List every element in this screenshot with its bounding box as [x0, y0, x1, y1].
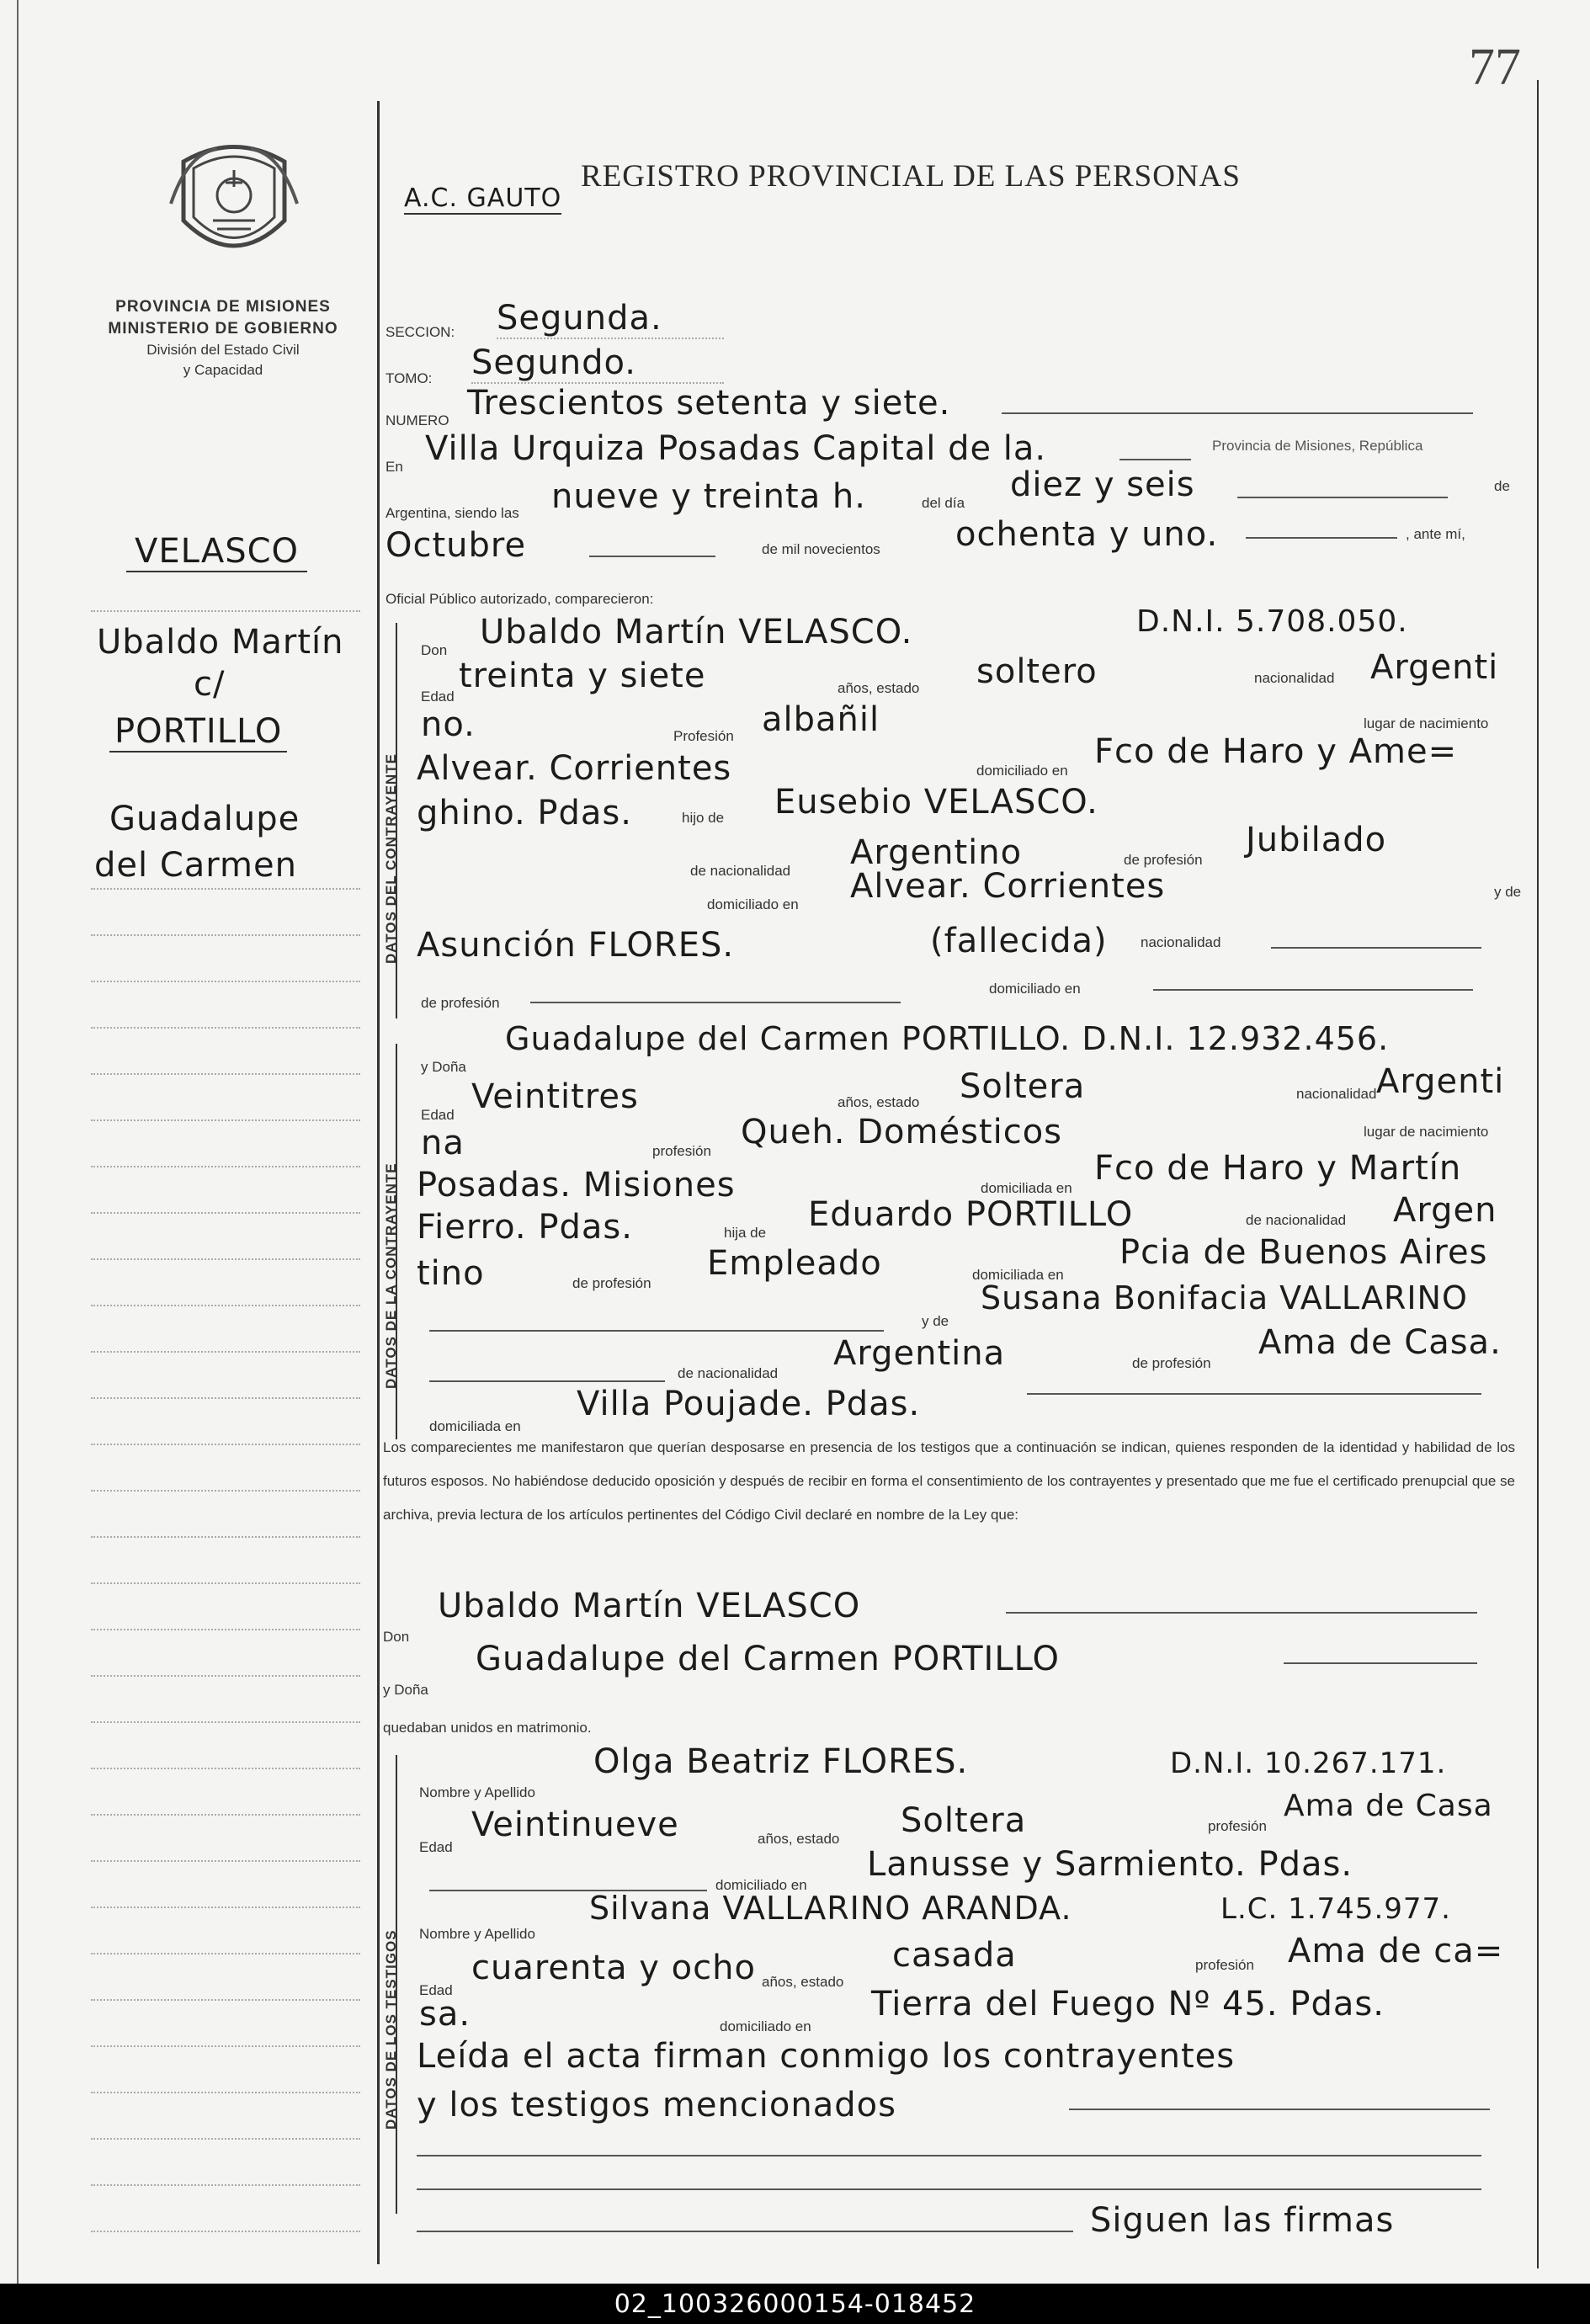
dona-edad: Veintitres	[471, 1077, 639, 1116]
quedaban-label: quedaban unidos en matrimonio.	[383, 1720, 592, 1736]
fill-line	[1246, 537, 1397, 539]
t2-prof: Ama de ca=	[1288, 1932, 1504, 1970]
anio-value: ochenta y uno.	[955, 515, 1219, 554]
right-rule	[1537, 80, 1539, 2268]
fill-line	[1271, 947, 1481, 949]
margin-rule	[91, 2045, 360, 2047]
profesion-label: profesión	[1195, 1957, 1254, 1973]
dona-dom: Fco de Haro y Martín	[1094, 1149, 1462, 1188]
left-rule	[377, 101, 380, 2264]
padre-dom: Alvear. Corrientes	[850, 867, 1166, 906]
don-prof: albañil	[762, 700, 880, 739]
nacionalidad-label: nacionalidad	[1254, 670, 1335, 686]
don-dni: D.N.I. 5.708.050.	[1136, 604, 1408, 639]
de-nac-label: de nacionalidad	[1246, 1212, 1347, 1228]
margin-rule	[91, 1629, 360, 1630]
padre-dona-prof: Empleado	[707, 1244, 882, 1283]
don-label: Don	[383, 1629, 410, 1645]
t2-lc: L.C. 1.745.977.	[1220, 1892, 1451, 1926]
y-dona-label: y Doña	[383, 1682, 428, 1698]
padre-nac: Argentino	[850, 833, 1023, 872]
margin-rule	[91, 2184, 360, 2186]
dona-prof: Queh. Domésticos	[741, 1113, 1063, 1151]
don-lugar: Alvear. Corrientes	[417, 749, 732, 788]
madre-dona: Susana Bonifacia VALLARINO	[981, 1279, 1468, 1316]
dona-estado: Soltera	[960, 1067, 1086, 1106]
dona-dom-2: Fierro. Pdas.	[417, 1208, 633, 1247]
del-dia-label: del día	[922, 495, 965, 511]
numero-value: Trescientos setenta y siete.	[467, 384, 951, 423]
fill-line	[1069, 2109, 1490, 2110]
padre-dona-dom: Pcia de Buenos Aires	[1119, 1233, 1488, 1272]
edad-label: Edad	[421, 689, 455, 705]
don-nac: Argenti	[1370, 648, 1499, 687]
dona-nac-2: na	[421, 1124, 465, 1162]
closing-line-2: y los testigos mencionados	[417, 2086, 896, 2125]
outer-left-rule	[17, 0, 19, 2284]
t1-dni: D.N.I. 10.267.171.	[1170, 1747, 1447, 1780]
padre-don: Eusebio VELASCO.	[774, 783, 1098, 822]
office-line-1: PROVINCIA DE MISIONES	[115, 298, 331, 316]
margin-rule	[91, 1027, 360, 1029]
provincial-seal-icon	[167, 136, 301, 271]
margin-rule	[91, 934, 360, 936]
anos-estado-label: años, estado	[838, 680, 920, 696]
y-de-label: y de	[1494, 884, 1522, 900]
de-prof-label: de profesión	[1132, 1355, 1211, 1371]
tomo-value: Segundo.	[471, 343, 724, 384]
lugar-nac-label: lugar de nacimiento	[1364, 715, 1489, 731]
margin-surname-2: PORTILLO	[109, 712, 287, 753]
page-number: 77	[1469, 39, 1521, 96]
registry-title: REGISTRO PROVINCIAL DE LAS PERSONAS	[581, 159, 1241, 194]
decl-dona: Guadalupe del Carmen PORTILLO	[476, 1640, 1060, 1678]
margin-rule	[91, 1212, 360, 1214]
nacionalidad-label: nacionalidad	[1141, 934, 1221, 950]
dia-value: diez y seis	[1010, 465, 1195, 504]
t2-estado: casada	[892, 1936, 1017, 1975]
fill-line	[530, 1002, 901, 1003]
de-label: de	[1494, 478, 1510, 494]
t1-nombre: Olga Beatriz FLORES.	[593, 1742, 969, 1781]
fill-line	[589, 556, 715, 557]
margin-rule	[91, 2092, 360, 2093]
fill-line	[429, 1330, 884, 1332]
oficial-label: Oficial Público autorizado, comparecieron:	[386, 591, 654, 607]
margin-name-1: Ubaldo Martín	[97, 623, 344, 662]
mes-value: Octubre	[386, 526, 527, 565]
t1-edad: Veintinueve	[471, 1805, 679, 1844]
domiciliada-label: domiciliada en	[429, 1418, 521, 1434]
margin-rule	[91, 1305, 360, 1306]
margin-rule	[91, 1582, 360, 1584]
domiciliada-label: domiciliada en	[972, 1267, 1064, 1283]
hija-de-label: hija de	[724, 1225, 767, 1241]
margin-rule	[91, 1258, 360, 1260]
t1-prof: Ama de Casa	[1284, 1789, 1493, 1823]
closing-line-1: Leída el acta firman conmigo los contrayentes	[417, 2037, 1236, 2076]
t2-edad: cuarenta y ocho	[471, 1949, 756, 1987]
nacionalidad-label: nacionalidad	[1296, 1086, 1377, 1102]
margin-rule	[91, 1721, 360, 1723]
domiciliado-label: domiciliado en	[707, 896, 799, 912]
closing-siguen-firmas: Siguen las firmas	[1090, 2201, 1395, 2240]
margin-rule	[91, 888, 360, 890]
padre-prof: Jubilado	[1246, 821, 1387, 859]
domiciliado-label: domiciliado en	[720, 2018, 811, 2034]
margin-rule	[91, 1073, 360, 1075]
section-label-testigos: DATOS DE LOS TESTIGOS	[383, 1929, 399, 2130]
don-label: Don	[421, 642, 448, 658]
fill-line	[1006, 1612, 1477, 1614]
margin-rule	[91, 1166, 360, 1167]
padre-dona-nac: Argen	[1393, 1191, 1497, 1230]
profesion-label: Profesión	[673, 728, 734, 744]
office-line-3: División del Estado Civil	[146, 342, 300, 358]
margin-rule	[91, 1768, 360, 1769]
section-label-contrayente-f: DATOS DE LA CONTRAYENTE	[383, 1162, 399, 1389]
fill-line	[1237, 497, 1448, 498]
domiciliado-label: domiciliado en	[989, 981, 1081, 997]
margin-rule	[91, 1536, 360, 1538]
provincia-label: Provincia de Misiones, República	[1212, 438, 1423, 454]
fill-line	[1119, 459, 1191, 460]
tomo-label: TOMO:	[386, 370, 433, 386]
de-prof-label: de profesión	[421, 995, 500, 1011]
t1-estado: Soltera	[901, 1801, 1027, 1840]
section-label-contrayente: DATOS DEL CONTRAYENTE	[383, 753, 399, 964]
margin-rule	[91, 1675, 360, 1677]
margin-rule	[91, 1397, 360, 1399]
dona-lugar: Posadas. Misiones	[417, 1166, 736, 1205]
margin-conj: c/	[194, 665, 226, 704]
don-edad: treinta y siete	[459, 657, 706, 695]
de-prof-label: de profesión	[572, 1275, 651, 1291]
nombre-apellido-label: Nombre y Apellido	[419, 1926, 535, 1942]
nombre-apellido-label: Nombre y Apellido	[419, 1784, 535, 1800]
office-block	[84, 296, 362, 380]
fill-line	[1027, 1393, 1481, 1395]
seccion-value: Segunda.	[497, 299, 724, 339]
y-de-label: y de	[922, 1313, 949, 1329]
margin-rule	[91, 1119, 360, 1121]
madre-don: Asunción FLORES.	[417, 926, 735, 965]
fill-line	[417, 2188, 1481, 2190]
madre-dona-dom: Villa Poujade. Pdas.	[577, 1385, 921, 1423]
office-line-2: MINISTERIO DE GOBIERNO	[108, 320, 338, 338]
don-name: Ubaldo Martín VELASCO.	[480, 613, 913, 651]
margin-rule	[91, 981, 360, 982]
profesion-label: profesión	[1208, 1818, 1267, 1834]
legal-paragraph: Los comparecientes me manifestaron que querían desposarse en presencia de los testigos que a continuación se indican, quienes responden de la identidad y habilidad de los futuros esposos. No habiéndose deducido oposición y después de recibir en forma el consentimiento de los contrayentes y presentado que me fue el certificado prenupcial que se archiva, previa lectura de los artículos pertinentes del Código Civil declaré en nombre de la Ley que:	[383, 1439, 1515, 1523]
margin-rule	[91, 1907, 360, 1908]
lugar-nac-label: lugar de nacimiento	[1364, 1124, 1489, 1140]
madre-fallecida: (fallecida)	[930, 922, 1108, 960]
fill-line	[417, 2231, 1073, 2232]
edad-label: Edad	[419, 1982, 453, 1998]
margin-name-2b: del Carmen	[94, 846, 297, 885]
don-dom: Fco de Haro y Ame=	[1094, 732, 1458, 771]
de-mil-label: de mil novecientos	[762, 541, 880, 557]
fill-line	[1002, 412, 1473, 414]
margin-rule	[91, 1953, 360, 1954]
edad-label: Edad	[419, 1839, 453, 1855]
stamp-handwritten: A.C. GAUTO	[404, 183, 562, 213]
footer-id: 02_100326000154-018452	[0, 2284, 1590, 2324]
margin-rule	[91, 1490, 360, 1492]
t1-dom: Lanusse y Sarmiento. Pdas.	[867, 1845, 1353, 1884]
margin-rule	[91, 1999, 360, 2001]
margin-rule	[91, 2138, 360, 2140]
argentina-siendo-label: Argentina, siendo las	[386, 505, 519, 521]
padre-dona-nac-2: tino	[417, 1254, 485, 1293]
margin-rule	[91, 610, 360, 612]
dona-nac: Argenti	[1376, 1062, 1505, 1101]
anos-estado-label: años, estado	[838, 1094, 920, 1110]
profesion-label: profesión	[652, 1143, 711, 1159]
dona-name: Guadalupe del Carmen PORTILLO. D.N.I. 12.932.456.	[505, 1020, 1390, 1057]
domiciliado-label: domiciliado en	[715, 1877, 807, 1893]
don-dom-2: ghino. Pdas.	[417, 794, 632, 832]
decl-don: Ubaldo Martín VELASCO	[438, 1587, 861, 1625]
hora-value: nueve y treinta h.	[551, 477, 866, 516]
office-line-4: y Capacidad	[183, 362, 263, 378]
fill-line	[417, 2155, 1481, 2156]
margin-rule	[91, 2231, 360, 2232]
t2-prof-2: sa.	[419, 1995, 471, 2034]
edad-label: Edad	[421, 1107, 455, 1123]
en-label: En	[386, 459, 403, 475]
y-dona-label: y Doña	[421, 1059, 466, 1075]
margin-rule	[91, 1444, 360, 1445]
domiciliada-label: domiciliada en	[981, 1180, 1072, 1196]
de-nac-label: de nacionalidad	[678, 1365, 779, 1381]
de-nac-label: de nacionalidad	[690, 863, 791, 879]
margin-name-2a: Guadalupe	[109, 800, 300, 838]
margin-surname-1: VELASCO	[126, 532, 307, 572]
fill-line	[1153, 989, 1473, 991]
t2-nombre: Silvana VALLARINO ARANDA.	[589, 1890, 1072, 1927]
margin-rule	[91, 1351, 360, 1353]
t2-dom: Tierra del Fuego Nº 45. Pdas.	[871, 1985, 1385, 2024]
margin-rule	[91, 1860, 360, 1862]
numero-label: NUMERO	[386, 412, 449, 428]
lugar-value: Villa Urquiza Posadas Capital de la.	[425, 429, 1047, 468]
don-nac-2: no.	[421, 705, 476, 744]
de-prof-label: de profesión	[1124, 852, 1203, 868]
domiciliado-label: domiciliado en	[976, 763, 1068, 779]
fill-line	[429, 1380, 665, 1382]
hijo-de-label: hijo de	[682, 810, 725, 826]
margin-rule	[91, 1814, 360, 1816]
madre-dona-prof: Ama de Casa.	[1258, 1323, 1502, 1362]
don-estado: soltero	[976, 652, 1098, 691]
anos-estado-label: años, estado	[758, 1831, 840, 1847]
estado-label: años, estado	[762, 1974, 844, 1990]
madre-dona-nac: Argentina	[833, 1334, 1006, 1373]
fill-line	[1284, 1662, 1477, 1664]
padre-dona: Eduardo PORTILLO	[808, 1195, 1134, 1234]
ante-mi-label: , ante mí,	[1406, 526, 1465, 542]
seccion-label: SECCION:	[386, 324, 455, 340]
